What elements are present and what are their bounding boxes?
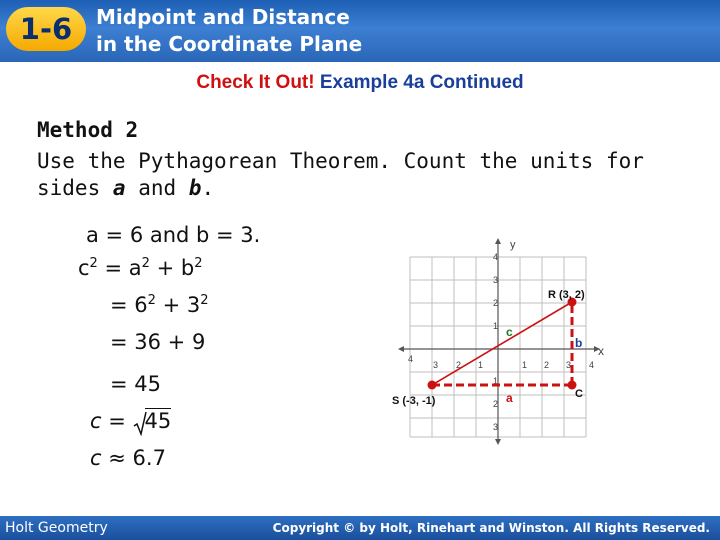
math-line-2 [78, 256, 203, 280]
math-line-5: = 45 [110, 372, 161, 396]
var-a: a [112, 176, 126, 200]
y-tick: 4 [493, 252, 499, 262]
lesson-badge [6, 7, 86, 51]
exponent: 2 [194, 256, 203, 271]
and-text: and [138, 176, 177, 200]
footer-copyright: Copyright © by Holt, Rinehart and Winston. All Rights Reserved. [272, 521, 710, 535]
sqrt-value: 45 [144, 409, 172, 433]
side-c-line [432, 302, 572, 385]
point-s-label: S (-3, -1) [392, 395, 436, 407]
exponent: 2 [147, 293, 156, 308]
y-tick: 2 [493, 298, 499, 308]
x-tick: 3 [433, 360, 439, 370]
three: + 3 [155, 293, 201, 317]
lesson-number: 1-6 [19, 12, 73, 46]
y-tick: 1 [493, 321, 499, 331]
math-line-4: = 36 + 9 [110, 330, 206, 354]
approx: ≈ [108, 446, 126, 470]
x-tick: 4 [408, 354, 414, 364]
x-axis-label: x [598, 344, 604, 358]
side-a-label: a [506, 391, 513, 405]
x-tick-labels [408, 354, 594, 370]
point-c-label: C [575, 388, 583, 400]
instruction-line: Use the Pythagorean Theorem. Count the units for [37, 149, 644, 173]
coordinate-graph [380, 230, 620, 445]
x-tick: 2 [456, 360, 462, 370]
y-tick: 3 [493, 275, 499, 285]
plus-b: + b [149, 256, 195, 280]
y-tick: 1 [493, 376, 499, 386]
instruction-line-2 [37, 176, 214, 200]
point-r-label: R (3, 2) [548, 289, 585, 301]
result: 6.7 [132, 446, 166, 470]
c-var: c [90, 409, 102, 433]
x-tick: 2 [544, 360, 550, 370]
math-line-6 [90, 409, 171, 433]
x-tick: 4 [589, 360, 595, 370]
c-var: c [78, 256, 90, 280]
example-label: Example 4a Continued [319, 72, 524, 93]
exponent: 2 [89, 256, 98, 271]
lesson-title-line1: Midpoint and Distance [96, 5, 350, 29]
y-tick: 2 [493, 399, 499, 409]
y-tick-labels [493, 252, 498, 432]
x-tick: 1 [522, 360, 528, 370]
var-b: b [188, 176, 202, 200]
equals: = [108, 409, 126, 433]
footer-course-name: Holt Geometry [5, 520, 108, 536]
sides-text: sides [37, 176, 101, 200]
side-c-label: c [506, 325, 513, 339]
math-line-1: a = 6 and b = 3. [86, 223, 261, 247]
header-bar [0, 0, 720, 62]
method-heading: Method 2 [37, 118, 139, 142]
y-axis-label: y [510, 239, 516, 251]
exponent: 2 [141, 256, 150, 271]
lesson-title-line2: in the Coordinate Plane [96, 32, 363, 56]
math-line-3 [110, 293, 209, 317]
c-var: c [90, 446, 102, 470]
point-s [428, 381, 437, 390]
check-it-out-label: Check It Out! [196, 72, 315, 93]
slide-subtitle [0, 72, 720, 94]
eq-a: = a [97, 256, 142, 280]
six: = 6 [110, 293, 148, 317]
axis-arrows [398, 238, 600, 445]
x-tick: 3 [566, 360, 572, 370]
period-text: . [201, 176, 215, 200]
side-b-label: b [575, 336, 583, 350]
math-line-7 [90, 446, 166, 470]
footer-bar [0, 516, 720, 540]
exponent: 2 [200, 293, 209, 308]
x-tick: 1 [478, 360, 484, 370]
y-tick: 3 [493, 422, 499, 432]
